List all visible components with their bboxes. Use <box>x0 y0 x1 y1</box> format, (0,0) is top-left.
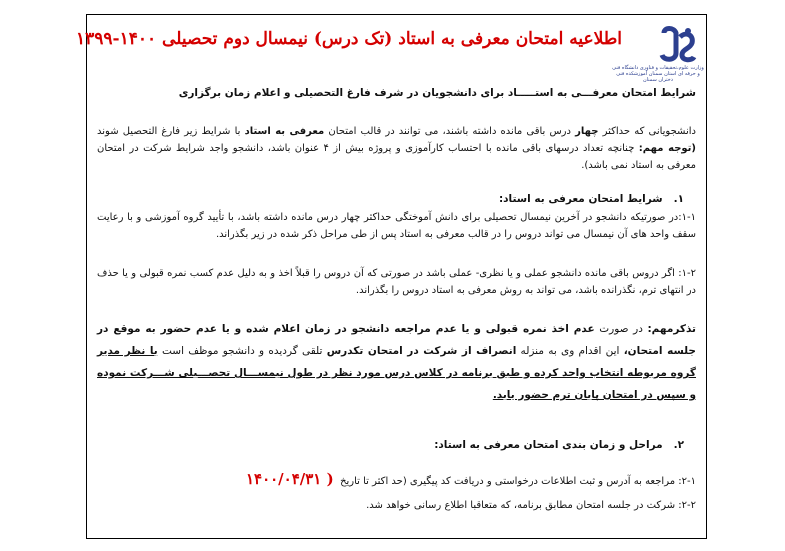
section2-item2: ۲-۲: شرکت در جلسه امتحان مطابق برنامه، که متعاقبا اطلاع رسانی خواهد شد. <box>366 500 696 511</box>
deadline-date: ( ۱۴۰۰/۰۴/۳۱ <box>245 470 334 488</box>
subtitle: شرایط امتحان معرفـــی به استـــــاد برای دانشجویان در شرف فارغ التحصیلی و اعلام زمان برگزاری <box>178 87 696 99</box>
section1-item2: ۱-۲: اگر دروس باقی مانده دانشجو عملی و یا نظری- عملی باشد در صورتی که آن دروس را قبلاً اخذ و به دلیل عدم کسب نمره قبولی و یا حذف در انتهای ترم، نگذرانده باشد، می تواند به روش معرفی به استاد دروس را بگذراند. <box>97 268 696 296</box>
important-note: تذکرمهم: در صورت عدم اخذ نمره قبولی و یا عدم مراجعه دانشجو در زمان اعلام شده و یا عدم حضور به موقع در جلسه امتحان، این اقدام وی به منزله انصراف از شرکت در امتحان تکدرس تلقی گردیده و دانشجو موظف است با نظر مدیر گروه مربوطه انتخاب واحد کرده و طبق برنامه در کلاس درس مورد نظر در طول نیمســـال تحصـــیلی شـــرکت نموده و سپس در امتحان پایان ترم حضور یابد. <box>97 323 696 401</box>
section1-item1: ۱-۱:در صورتیکه دانشجو در آخرین نیمسال تحصیلی برای دانش آموختگی حداکثر چهار درس مانده داشته باشد، با تأیید گروه آموزشی و با رعایت سقف واحد های آن نیمسال می تواند دروس را در قالب معرفی به استاد پس از طی مراحل ذکر شده در زیر بگذراند. <box>97 212 696 240</box>
section2-item1: ۲-۱: مراجعه به آدرس و ثبت اطلاعات درخواستی و دریافت کد پیگیری (حد اکثر تا تاریخ ( ۱۴۰۰/۰۴/۳۱ <box>245 470 696 488</box>
intro-paragraph: دانشجویانی که حداکثر چهار درس باقی مانده داشته باشند، می توانند در قالب امتحان معرفی به استاد با شرایط زیر فارغ التحصیل شوند (توجه مهم: چنانچه تعداد درسهای باقی مانده با احتساب کارآموزی و پروژه بیش از ۴ عنوان باشد، دانشجو واجد شرایط شرکت در امتحان معرفی به استاد نمی باشد). <box>97 126 697 171</box>
announcement-page <box>76 14 707 539</box>
logo-caption: وزارت علوم،تحقیقات و فناوری دانشگاه فنی و حرفه ای استان سمنان آموزشکده فنی دختران سمنان <box>612 65 704 83</box>
section1-heading: ۱. شرایط امتحان معرفی به استاد: <box>498 193 684 205</box>
page-title: اطلاعیه امتحان معرفی به استاد (تک درس) نیمسال دوم تحصیلی ۱۴۰۰-۱۳۹۹ <box>76 29 622 49</box>
section2-heading: ۲. مراحل و زمان بندی امتحان معرفی به استاد: <box>434 439 684 451</box>
header <box>76 21 704 83</box>
university-logo-icon <box>654 23 702 71</box>
